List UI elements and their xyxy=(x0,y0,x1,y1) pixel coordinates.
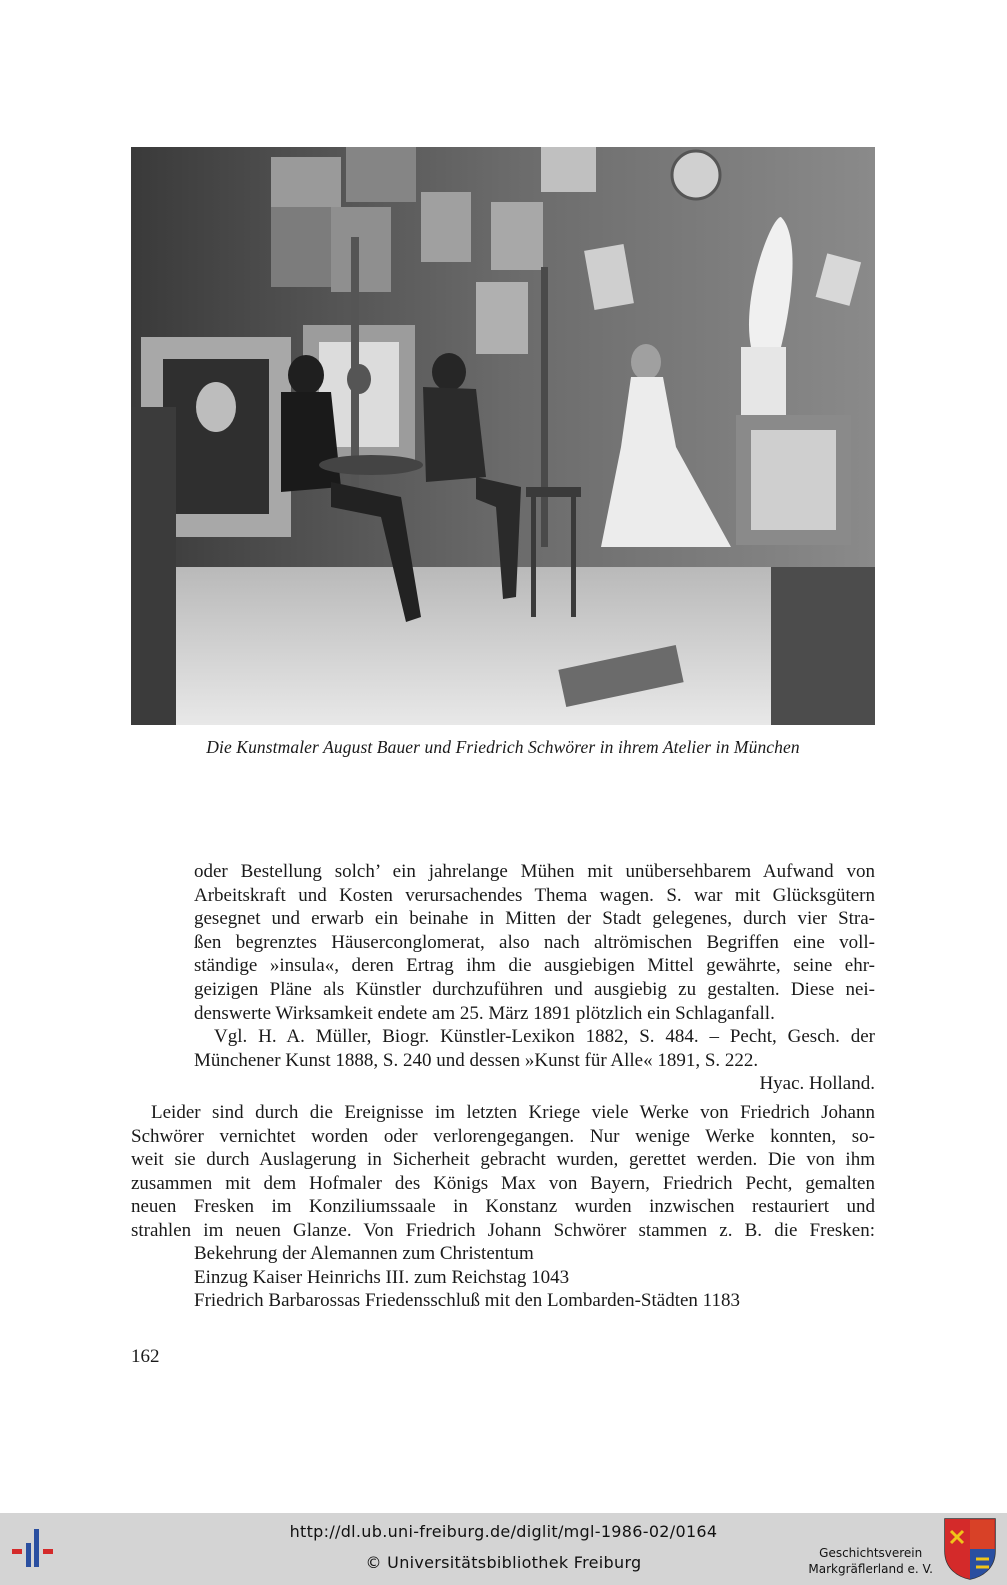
fresco-item: Friedrich Barbarossas Friedensschluß mit den Lombarden-Städten 1183 xyxy=(194,1290,740,1312)
fresco-list xyxy=(194,1242,740,1313)
text-line: zusammen mit dem Hofmaler des Königs Max von Bayern, Friedrich Pecht, gemalten xyxy=(131,1172,875,1194)
main-paragraph xyxy=(131,1101,875,1243)
studio-photo-graphic xyxy=(131,147,875,725)
text-line: gesegnet und erwarb ein beinahe in Mitten der Stadt gelegenes, durch vier Stra- xyxy=(194,908,875,930)
text-line: ßen begrenztes Häuserconglomerat, also nach altrömischen Begriffen eine voll- xyxy=(194,931,875,953)
text-line: denswerte Wirksamkeit endete am 25. März 1891 plötzlich ein Schlaganfall. xyxy=(194,1002,775,1024)
text-line: ständige »insula«, deren Ertrag ihm die ausgiebigen Mittel gewährte, seine ehr- xyxy=(194,955,875,977)
page-number: 162 xyxy=(131,1346,160,1367)
text-line: oder Bestellung solch’ ein jahrelange Mühen mit unübersehbarem Aufwand von xyxy=(194,861,875,882)
document-url-link[interactable]: http://dl.ub.uni-freiburg.de/diglit/mgl-1986-02/0164 xyxy=(289,1522,718,1541)
society-name-line: Geschichtsverein xyxy=(819,1546,923,1560)
society-name xyxy=(808,1545,933,1577)
text-line: weit sie durch Auslagerung in Sicherheit gebracht wurden, gerettet werden. Die von ihm xyxy=(131,1149,875,1171)
reference-line: Münchener Kunst 1888, S. 240 und dessen »Kunst für Alle« 1891, S. 222. xyxy=(194,1049,759,1071)
text-line: geizigen Pläne als Künstler durchzuführen und ausgiebig zu gestalten. Diese nei- xyxy=(194,978,875,1000)
footer-bar xyxy=(0,1513,1007,1585)
coat-of-arms-icon xyxy=(943,1517,997,1581)
society-name-line: Markgräflerland e. V. xyxy=(808,1562,933,1576)
text-line: Arbeitskraft und Kosten verursachendes Thema wagen. S. war mit Glücksgütern xyxy=(194,884,875,906)
biography-paragraph xyxy=(194,860,875,1096)
text-line: Schwörer vernichtet worden oder verlorengegangen. Nur wenige Werke konnten, so- xyxy=(131,1125,875,1147)
reference-line: Vgl. H. A. Müller, Biogr. Künstler-Lexikon 1882, S. 484. – Pecht, Gesch. der xyxy=(214,1026,875,1048)
copyright-notice: © Universitätsbibliothek Freiburg xyxy=(365,1553,642,1572)
text-line: strahlen im neuen Glanze. Von Friedrich Johann Schwörer stammen z. B. die Fresken: xyxy=(131,1219,875,1241)
text-line: neuen Fresken im Konziliumssaale in Konstanz wurden inzwischen restauriert und xyxy=(131,1196,875,1218)
fresco-item: Bekehrung der Alemannen zum Christentum xyxy=(194,1243,534,1264)
fresco-item: Einzug Kaiser Heinrichs III. zum Reichstag 1043 xyxy=(194,1266,570,1288)
text-line: Leider sind durch die Ereignisse im letzten Kriege viele Werke von Friedrich Johann xyxy=(151,1102,875,1123)
author-signature: Hyac. Holland. xyxy=(759,1073,875,1095)
studio-photograph xyxy=(131,147,875,725)
photo-caption: Die Kunstmaler August Bauer und Friedrich Schwörer in ihrem Atelier in München xyxy=(206,737,800,757)
